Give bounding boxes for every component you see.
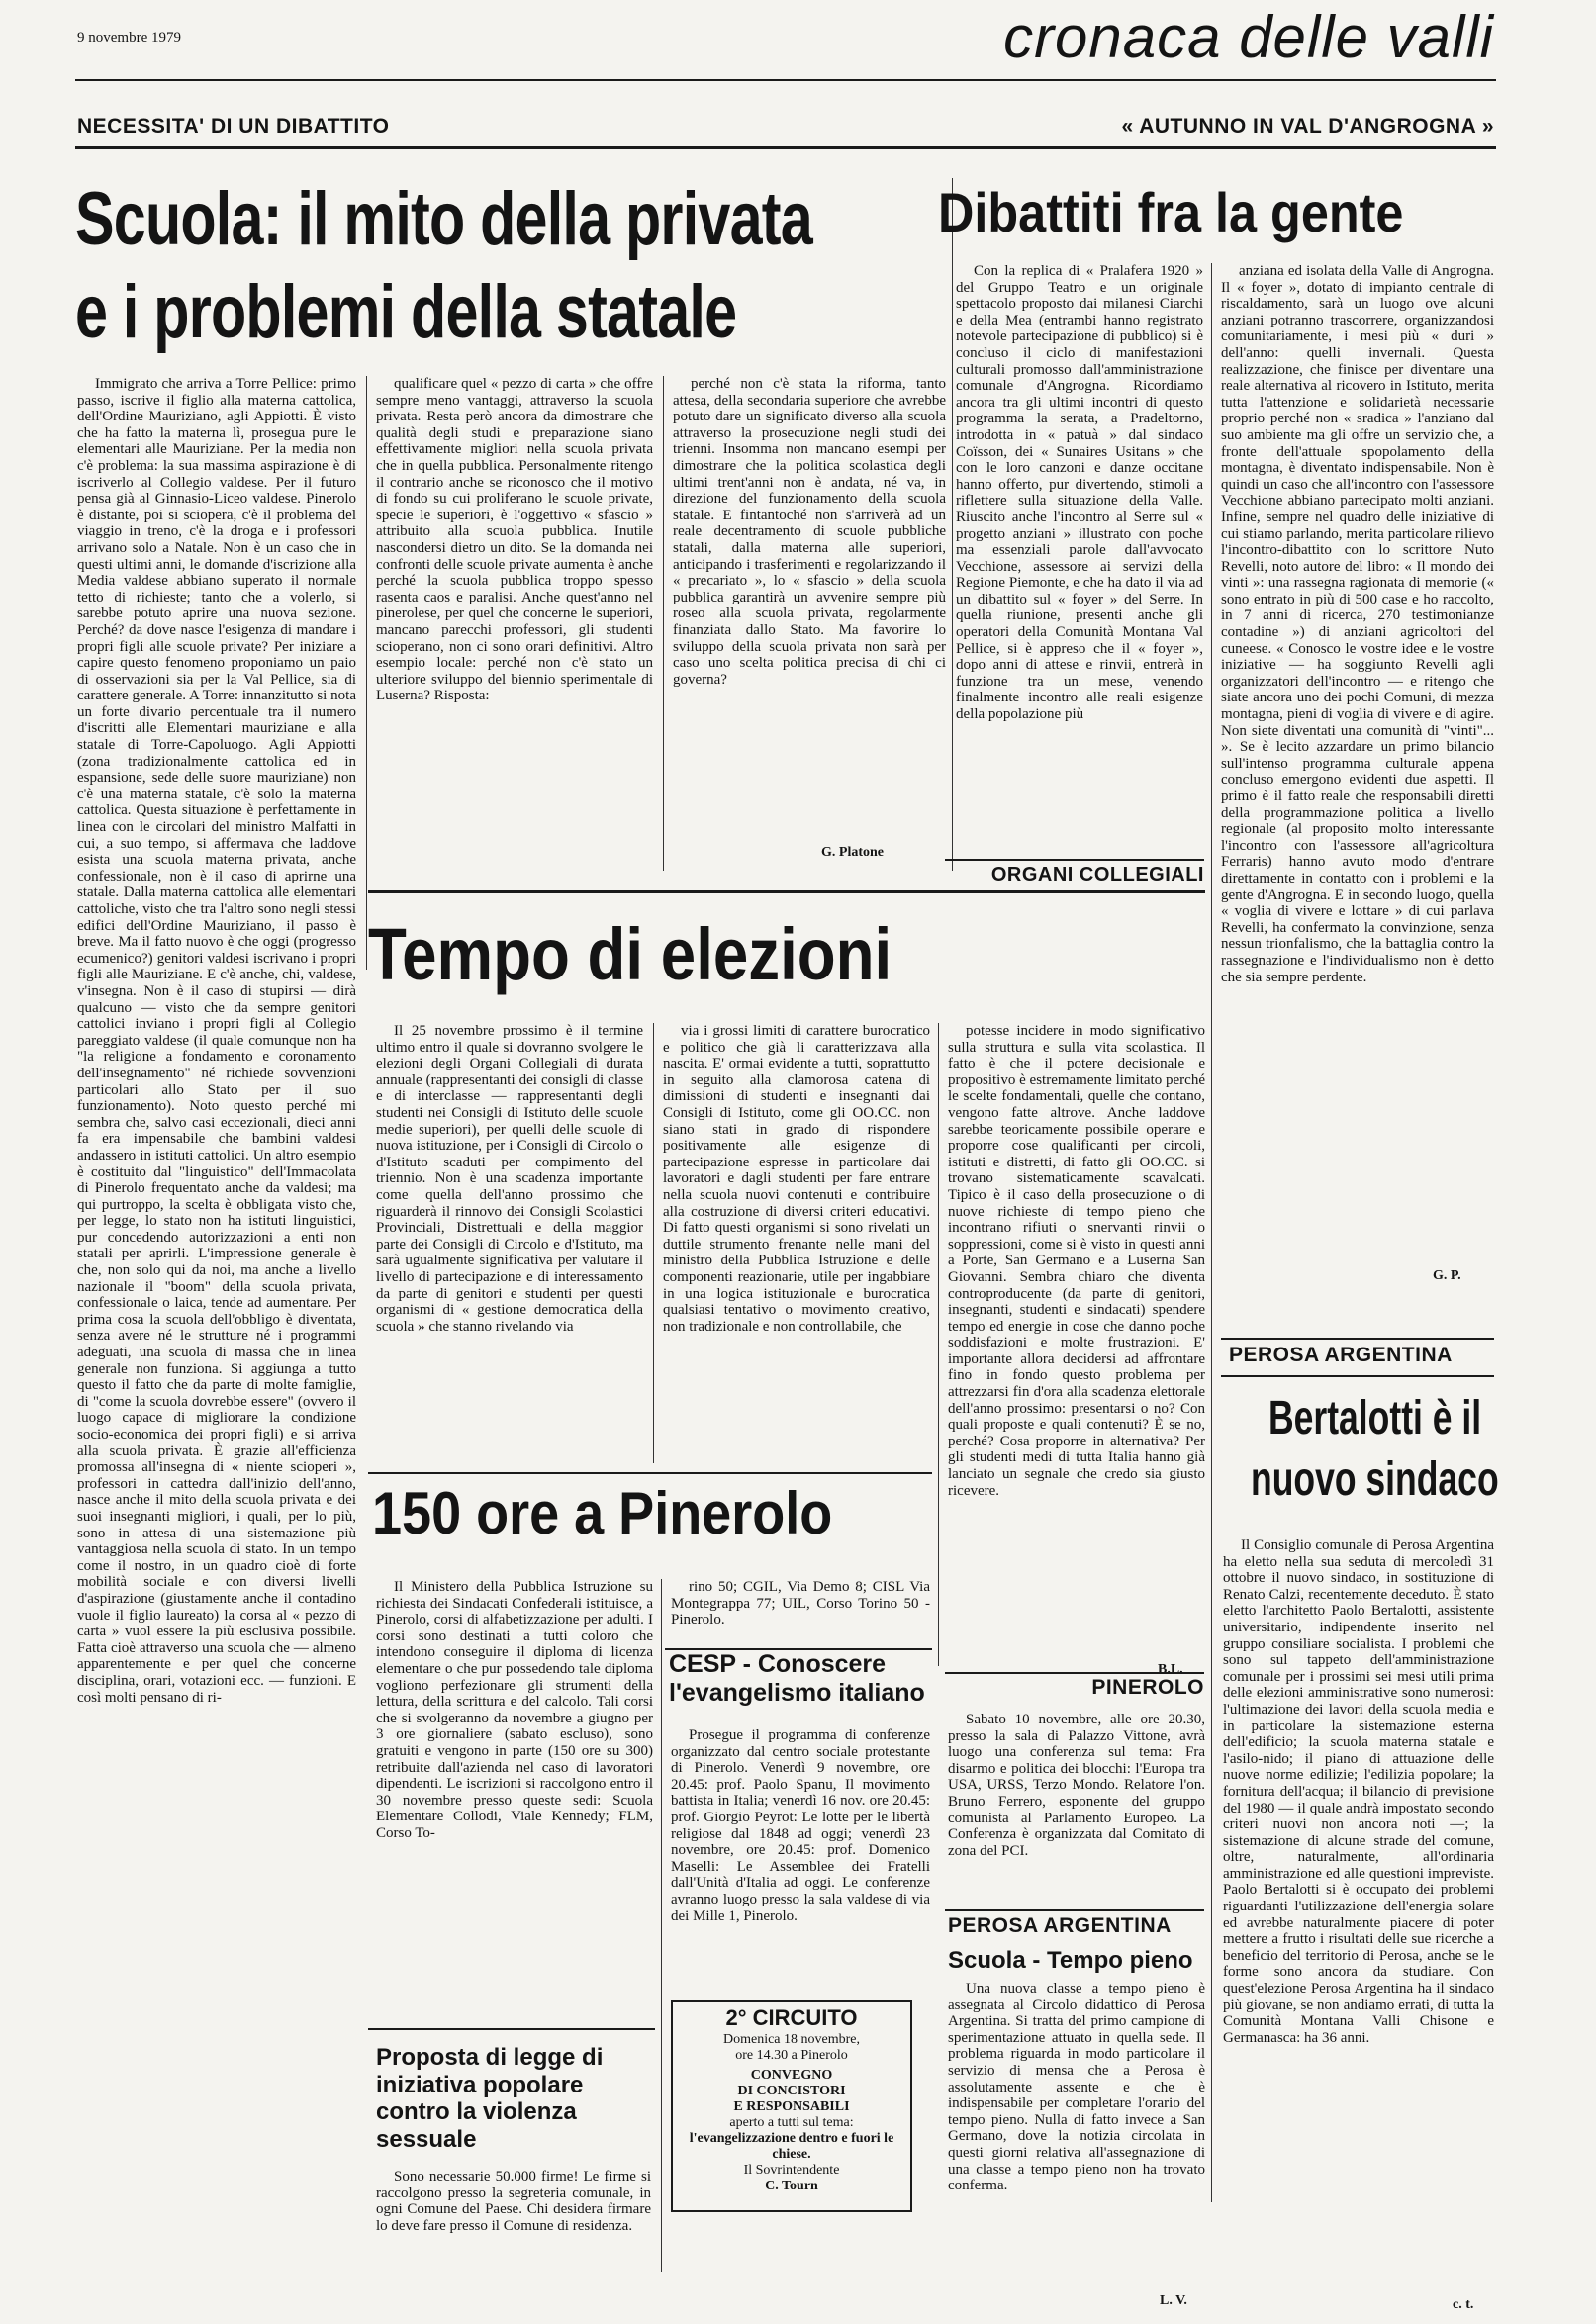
- circuito-line: Domenica 18 novembre,: [722, 2032, 860, 2047]
- circuito-line: E RESPONSABILI: [733, 2099, 850, 2114]
- col-divider: [366, 376, 367, 970]
- ore150-col-1: Il Ministero della Pubblica Istruzione su richiesta dei Sindacati Confederali istituisce, a Pinerolo, corsi di alfabetizzazione per adulti. I corsi sono destinati a tutti coloro che intendono conseguire il diploma di licenza elementare o che pur possedendo tale diploma vogliono perfezionare gli strumenti della lettura, della scrittura e del calcolo. Tali corsi che si svolgeranno da novembre a giugno per 3 ore giornaliere (sabato escluso), sono gratuiti e vengono in parte (150 ore su 300) retribuite dall'azienda nel caso di lavoratori dipendenti. Le iscrizioni si raccolgono entro il 30 novembre presso queste sedi: Scuola Elementare Collodi, Viale Kennedy; FLM, Corso To-: [376, 1579, 653, 1841]
- elezioni-col-2: via i grossi limiti di carattere burocratico e politico che già li caratterizzava alla nascita. E' ormai evidente a tutti, soprattutto in seguito alla clamorosa catena di dimissioni di studenti e insegnanti dai Consigli di Istituto, come gli OO.CC. non siano stati in grado di rispondere positivamente alle esigenze di partecipazione espresse in particolare dai lavoratori e dagli studenti per fare entrare nella scuola nuovi contenuti e contribuire alla costruzione di diversi criteri educativi. Di fatto questi organismi si sono rivelati un duttile strumento frenante nelle mani del ministro della Pubblica Istruzione e delle componenti reazionarie, utile per ingabbiare in una logica istituzionale e burocratica qualsiasi tentativo o movimento creativo, non tradizionale e non controllabile, che: [663, 1023, 930, 1335]
- proposta-headline: Proposta di legge di iniziativa popolare contro la violenza sessuale: [376, 2044, 604, 2153]
- circuito-line: aperto a tutti sul tema:: [729, 2115, 854, 2130]
- perosa2-headline-line1: Bertalotti è il: [1268, 1392, 1482, 1444]
- kicker-perosa-2: PEROSA ARGENTINA: [1229, 1344, 1453, 1366]
- col-divider: [663, 376, 664, 871]
- circuito-line: C. Tourn: [765, 2179, 818, 2193]
- ore150-rule: [368, 1472, 932, 1474]
- kicker-dibattito: NECESSITA' DI UN DIBATTITO: [77, 115, 390, 138]
- pinerolo-body: Sabato 10 novembre, alle ore 20.30, presso la sala di Palazzo Vittone, avrà luogo una conferenza sul tema: Fra disarmo e politica dei blocchi: l'Europa tra USA, URSS, Terzo Mondo. Relatore l'on. Bruno Ferrero, esponente del gruppo comunista al Parlamento Europeo. La Conferenza è organizzata dal Comitato di zona del PCI.: [948, 1712, 1205, 1859]
- circuito-line: Il Sovrintendente: [743, 2163, 840, 2178]
- scuola-col-3: perché non c'è stata la riforma, tanto attesa, della secondaria superiore che avrebbe potuto dare un significato diverso alla scuola attraverso la prosecuzione negli studi dei trienni. Insomma non mancano esempi per dimostrare che la politica scolastica degli ultimi trent'anni non è andata, né va, in direzione del funzionamento della scuola statale. E fintantoché non s'arriverà ad un reale decentramento di scuole pubbliche statali, dalla materna alle superiori, anticipando i trasferimenti e regolarizzando il « precariato », lo « sfascio » della scuola pubblica garantirà un avvenire sempre più roseo alla scuola privata, regolarmente finanziata dallo Stato. Ma favorire lo sviluppo della scuola privata non sarà per caso uno scelta politica precisa di chi ci governa?: [673, 376, 946, 688]
- perosa2-rule: [1221, 1375, 1494, 1377]
- circuito-line: ore 14.30 a Pinerolo: [735, 2048, 848, 2063]
- perosa1-signature: L. V.: [1160, 2293, 1187, 2308]
- scuola-headline-line1: Scuola: il mito della privata: [75, 177, 812, 261]
- scuola-col-2: qualificare quel « pezzo di carta » che offre sempre meno vantaggi, attraverso la scuola privata. Resta però ancora da dimostrare che qualità degli studi e preparazione siano effettivamente migliori nella scuola privata che in quella pubblica. Personalmente ritengo il contrario anche se riconosco che il motivo di fondo su cui proliferano le scuole private, specie le superiori, è l'oggettivo « sfascio » attribuito alla scuola pubblica. Inutile nascondersi dietro un dito. Se la domanda nei confronti delle scuole private aumenta è anche perché la scuola pubblica troppo spesso rasenta caos e paralisi. Anche quest'anno nel pinerolese, per quel che concerne le superiori, mancano parecchi professori, gli studenti scioperano, non ci sono orari definitivi. Altro esempio locale: perché non c'è stato un ulteriore sviluppo del biennio sperimentale di Luserna? Risposta:: [376, 376, 653, 704]
- pinerolo-rule: [945, 1672, 1204, 1674]
- col-divider: [1211, 263, 1212, 2202]
- elezioni-col-1: Il 25 novembre prossimo è il termine ultimo entro il quale si dovranno svolgere le elezioni degli Organi Collegiali di durata annuale (rappresentanti dei consigli di classe e di interclasse — rappresentanti degli studenti nei Consigli di Istituto delle scuole medie superiori), per quelli delle scuole di nuova istituzione, per i Consigli di Circolo o d'Istituto scaduti per compimento del triennio. Non è una scadenza importante come quella dell'anno prossimo che riguarderà il rinnovo dei Consigli Scolastici Provinciali, Distrettuali e della maggior parte dei Consigli di Circolo e d'Istituto, ma sarà ugualmente significativa per valutare il livello di partecipazione e di interessamento da parte di genitori e studenti per questi organismi di « gestione democratica della scuola » che stanno rivelando via: [376, 1023, 643, 1335]
- circuito-line: DI CONCISTORI: [737, 2084, 846, 2098]
- masthead-rule: [75, 79, 1496, 81]
- perosa2-headline-line2: nuovo sindaco: [1251, 1453, 1499, 1506]
- col-divider: [653, 1023, 654, 1463]
- kicker-angrogna: « AUTUNNO IN VAL D'ANGROGNA »: [1121, 115, 1494, 138]
- circuito-line: l'evangelizzazione dentro e fuori le chiese.: [689, 2131, 894, 2162]
- col-divider: [938, 1023, 939, 1666]
- section-title: cronaca delle valli: [1003, 4, 1494, 70]
- col-divider: [661, 1579, 662, 2272]
- ore150-headline: 150 ore a Pinerolo: [372, 1480, 833, 1546]
- circuito-line: CONVEGNO: [750, 2068, 833, 2083]
- dibattiti-signature: G. P.: [1433, 1268, 1461, 1283]
- circuito-box: [671, 2000, 912, 2212]
- organi-rule-top: [945, 859, 1204, 861]
- scuola-signature: G. Platone: [821, 845, 884, 860]
- proposta-body: Sono necessarie 50.000 firme! Le firme si raccolgono presso la segreteria comunale, in ogni Comune del Paese. Chi desidera firmare lo deve fare presso il Comune di residenza.: [376, 2169, 651, 2234]
- proposta-rule: [368, 2028, 655, 2030]
- elezioni-signature: B.L.: [1158, 1662, 1183, 1677]
- cesp-body: Prosegue il programma di conferenze organizzato dal centro sociale protestante di Pinerolo. Venerdì 9 novembre, ore 20.45: prof. Paolo Spanu, Il movimento battista in Italia; venerdì 16 nov. ore 20.45: prof. Giorgio Peyrot: Le lotte per le libertà religiose dal 1848 ad oggi; venerdì 23 novembre, ore 20.45: prof. Domenico Maselli: Le Assemblee dei Fratelli dall'Unità d'Italia ad oggi. Le conferenze avranno luogo presso la sala valdese di via dei Mille 1, Pinerolo.: [671, 1727, 930, 1924]
- ore150-col-2: rino 50; CGIL, Via Demo 8; CISL Via Montegrappa 77; UIL, Corso Torino 50 - Pinerolo.: [671, 1579, 930, 1628]
- scuola-headline-line2: e i problemi della statale: [75, 270, 737, 354]
- dibattiti-col-1: Con la replica di « Pralafera 1920 » del Gruppo Teatro e un originale spettacolo proposto dai milanesi Ciarchi e della Mea (entrambi hanno registrato notevole partecipazione di pubblico) si è concluso il ciclo di manifestazioni culturali promosso dall'amministrazione comunale d'Angrogna. Ricordiamo ancora tra gli ultimi incontri di questo programma la serata, a Pradeltorno, introdotta in « patuà » dal sindaco Coïsson, dei « Sunaires Usitans » che con le loro canzoni e danze occitane hanno offerto, pur divertendo, stimoli a riflettere sulla situazione della Valle. Riuscito anche l'incontro al Serre sul « progetto anziani » illustrato con poche ma essenziali parole dall'avvocato Vecchione, assessore ai servizi della Regione Piemonte, e che ha dato il via ad un dibattito sul « foyer » del Serre. In quella riunione, presenti anche gli operatori della Comunità Montana Val Pellice, si è appreso che il « foyer », dopo anni di attese e rinvii, entrerà in funzione tra un mese, venendo finalmente incontro alle reali esigenze della popolazione più: [956, 263, 1203, 723]
- elezioni-headline: Tempo di elezioni: [368, 913, 892, 995]
- kicker-organi: ORGANI COLLEGIALI: [990, 864, 1204, 885]
- kicker-rule: [75, 146, 1496, 149]
- perosa1-rule: [945, 1909, 1204, 1911]
- col-divider: [952, 178, 953, 871]
- perosa2-body: Il Consiglio comunale di Perosa Argentina ha eletto nella sua seduta di mercoledì 31 ottobre il nuovo sindaco, in sostituzione di Renato Calzi, recentemente deceduto. È stato eletto l'architetto Paolo Bertalotti, assistente universitario, indipendente inserito nel gruppo consiliare socialista. I problemi che sono sul tappeto dell'amministrazione comunale per i prossimi sei mesi utili prima delle elezioni amministrative sono numerosi: l'ultimazione dei lavori della scuola media e in particolare la sistemazione esterna dell'edificio; la scuola materna statale e l'asilo-nido; il piano di attuazione delle nuove norme edilizie; l'edilizia popolare; la fornitura dell'acqua; il bilancio di previsione del 1980 — il quale andrà impostato secondo criteri nuovi non ancora noti —; la sistemazione di alcune strade del comune, oltre, naturalmente, all'ordinaria amministrazione ed alle questioni impreviste. Paolo Bertalotti si è occupato dei problemi riguardanti l'utilizzazione dell'energia solare ed avrebbe naturalmente piacere di poter mettere a frutto i risultati delle sue ricerche a beneficio del territorio di Perosa, anche se le forme sono ancora da studiare. Con quest'elezione Perosa Argentina ha il sindaco più giovane, se non andiamo errati, di tutta la Comunità Montana Valli Chisone e Germanasca: ha 36 anni.: [1223, 1537, 1494, 2046]
- scuola-col-1: Immigrato che arriva a Torre Pellice: primo passo, iscrive il figlio alla materna cattolica, dell'Ordine Mauriziano, agli Appiotti. È visto che ha fatto la materna lì, prosegua pure le elementari alle Mauriziane. Per la media non c'è problema: la sua massima aspirazione è di iscriverlo al Collegio valdese. Per il futuro pensa già al Ginnasio-Liceo valdese. Pinerolo è distante, poi si sciopera, c'è il problema del viaggio in treno, c'è la droga e i professori arrivano solo a Natale. Non è un caso che in questi ultimi anni, le domande d'iscrizione alla Media valdese abbiano superato il normale tetto di richieste; tanto che a volerlo, si sarebbe potuto aprire una nuova sezione. Perché? da dove nasce l'esigenza di mandare i propri figli alle scuole private? Per iniziare a capire questo fenomeno proponiamo un paio di osservazioni sia per la Val Pellice, sia di carattere generale. A Torre: innanzitutto si nota un forte divario percentuale tra il numero d'iscritti alle Elementari mauriziane e alla statale di Torre-Capoluogo. Agli Appiotti (zona tradizionalmente cattolica ed in espansione, sede delle suore mauriziane) non c'è una materna statale, c'è solo la materna cattolica. Questa situazione è perfettamente in linea con le circolari del ministro Malfatti in cui, a suo tempo, si affermava che laddove esista una scuola materna privata, anche confessionale, non è il caso di aprirne una statale. Dalla materna cattolica alle elementari cattoliche, visto che tra l'altro sono negli stessi edifici dell'Ordine Mauriziano, il passo è breve. Ma il fatto nuovo è che oggi (progresso ecumenico?) genitori valdesi iscrivano i propri figli alle Mauriziane. E c'è anche, chi, valdese, v'insegna. Non è il caso di stupirsi — dirà qualcuno — visto che da sempre genitori cattolici inviano i propri figli al Collegio pareggiato valdese (il quale comunque non ha "la religione a fondamento e coronamento dell'insegnamento" né richiede sovvenzioni particolari allo Stato per il suo funzionamento). Noto questo perché mi sembra che, salvo casi eccezionali, dieci anni fa era impensabile che bambini valdesi andassero in istituti cattolici. Un altro esempio è costituito dal "linguistico" dell'Immacolata di Pinerolo frequentato anche da valdesi; ma qui purtroppo, la scelta è obbligata visto che, per legge, lo stato non ha istituti linguistici, pur concedendo autorizzazioni a enti non statali per aprirli. L'impressione generale è che, non solo qui da noi, ma anche a livello nazionale il "boom" della scuola privata, confessionale o laica, tende ad aumentare. Per prima cosa la scuola dell'obbligo è diventata, senza avere né le strutture né i programmi adeguati, una scuola di massa che in linea generale non funziona. Si aggiunga a tutto questo il fatto che da parte di molte famiglie, di "come la scuola dovrebbe essere" (ovvero il luogo capace di migliorare la condizione socio-economica dei propri figli) e si arriva alla scuola privata. È grazie all'efficienza promossa all'insegna di « niente scioperi », professori in cattedra dall'inizio dell'anno, nasce anche il mito della scuola privata e dei suoi insegnanti migliori, i quali, per lo più, sono in attesa di una sistemazione più vantaggiosa nella scuola di stato. In un tempo come il nostro, in un quadro cioè di forte mobilità sociale e con diversi livelli d'aspirazione (giustamente anche il contadino vuole il figlio laureato) la corsa al « pezzo di carta » vuol essere la più esclusiva possibile. Fatta cioè attraverso una scuola che — almeno apparentemente e per quel che concerne disciplina, orari, votazioni ecc. — funzioni. E così molti pensano di ri-: [77, 376, 356, 1706]
- circuito-title: 2° CIRCUITO: [725, 2005, 858, 2030]
- kicker-pinerolo: PINEROLO: [1091, 1676, 1204, 1699]
- dibattiti-col-2: anziana ed isolata della Valle di Angrogna. Il « foyer », dotato di impianto centrale di riscaldamento, sarà un luogo ove alcuni anziani potranno trascorrere, organizzandosi comunitariamente, i mesi più « duri » dell'anno: quelli invernali. Questa realizzazione, che finisce per diventare una reale alternativa al ricovero in Istituto, merita tutta l'attenzione e solidarietà necessarie proprio perché non « sradica » l'anziano dal suo ambiente ma gli offre un servizio che, a fronte dell'attuale spopolamento della montagna, è diventato indispensabile. Non è quindi un caso che all'incontro con l'assessore Vecchione abbiano partecipato molti anziani. Infine, sempre nel quadro delle iniziative di cui stiamo parlando, merita particolare rilievo l'incontro-dibattito con lo scrittore Nuto Revelli, noto autore del libro: « Il mondo dei vinti »: una rassegna ragionata di memorie (« sono entrato in più di 500 case e ho raccolto, in 7 anni di ricerca, 270 testimonianze contadine ») di anziani agricoltori del cuneese. « Conosco le vostre idee e le vostre iniziative — ha soggiunto Revelli agli organizzatori dell'incontro — e ritengo che siate ancora uno dei pochi Comuni, di mezza montagna, pieni di voglia di vivere e di agire. Non siete diventati una comunità di "vinti"... ». Se è lecito azzardare un primo bilancio sull'intenso programma culturale appena concluso emergono evidenti due aspetti. Il primo è il fatto reale che responsabili diretti della programmazione politica a livello regionale (al proposito molto interessante l'incontro con l'assessore all'agricoltura Ferraris) hanno avuto modo d'entrare direttamente in contatto con i problemi e la gente d'Angrogna. E in secondo luogo, quella « voglia di vivere e lottare » di cui parlava Revelli, ha confermato la convinzione, senza nessun trionfalismo, che la battaglia contro la rassegnazione e l'individualismo non è detto che sia sempre perdente.: [1221, 263, 1494, 985]
- issue-date: 9 novembre 1979: [77, 30, 181, 46]
- perosa2-rule: [1221, 1338, 1494, 1340]
- perosa1-body: Una nuova classe a tempo pieno è assegnata al Circolo didattico di Perosa Argentina. Si tratta del primo campione di sperimentazione attuato in quella sede. Il problema riguarda in modo particolare il servizio di mensa che a Perosa è assolutamente assente e che è indispensabile per completare l'orario del tempo pieno. Nulla di fatto invece a San Germano, dove la notizia circolata in questi giorni relativa all'assegnazione di una classe a tempo pieno non ha trovato conferma.: [948, 1981, 1205, 2194]
- perosa1-headline: Scuola - Tempo pieno: [948, 1947, 1193, 1974]
- cesp-headline: CESP - Conoscere l'evangelismo italiano: [669, 1650, 925, 1707]
- perosa2-signature: c. t.: [1453, 2297, 1474, 2312]
- elezioni-col-3: potesse incidere in modo significativo sulla struttura e sulla vita scolastica. Il fatto è che il potere decisionale e propositivo è estremamente limitato perché le scelte fondamentali, quelle che contano, vengono fatte altrove. Anche laddove sarebbe teoricamente possibile operare e proporre cose qualificanti per circoli, istituti e distretti, di fatto gli OO.CC. si trovano sistematicamente scavalcati. Tipico è il caso della prosecuzione o di nuove richieste di tempo pieno che incontrano rifiuti o snervanti rinvii o soppressioni, come si è visto in questi anni a Porte, San Germano e a Luserna San Giovanni. Sembra chiaro che diventa controproducente (da parte di genitori, insegnanti, studenti e sindacati) spendere tempo ed energie in cose che danno poche soddisfazioni e molte frustrazioni. E' importante allora decidersi ad affrontare fino in fondo questo problema per attrezzarsi fin d'ora alla scadenza elettorale dell'anno prossimo: presentarsi o no? Con quali proposte e quali contenuti? È se no, perché? Cosa proporre in alternativa? Per gli studenti medi di tutta Italia hanno già lanciato un segnale che credo sia giusto ricevere.: [948, 1023, 1205, 1499]
- organi-rule: [368, 890, 1205, 893]
- kicker-perosa-1: PEROSA ARGENTINA: [948, 1914, 1172, 1937]
- dibattiti-headline: Dibattiti fra la gente: [938, 181, 1404, 243]
